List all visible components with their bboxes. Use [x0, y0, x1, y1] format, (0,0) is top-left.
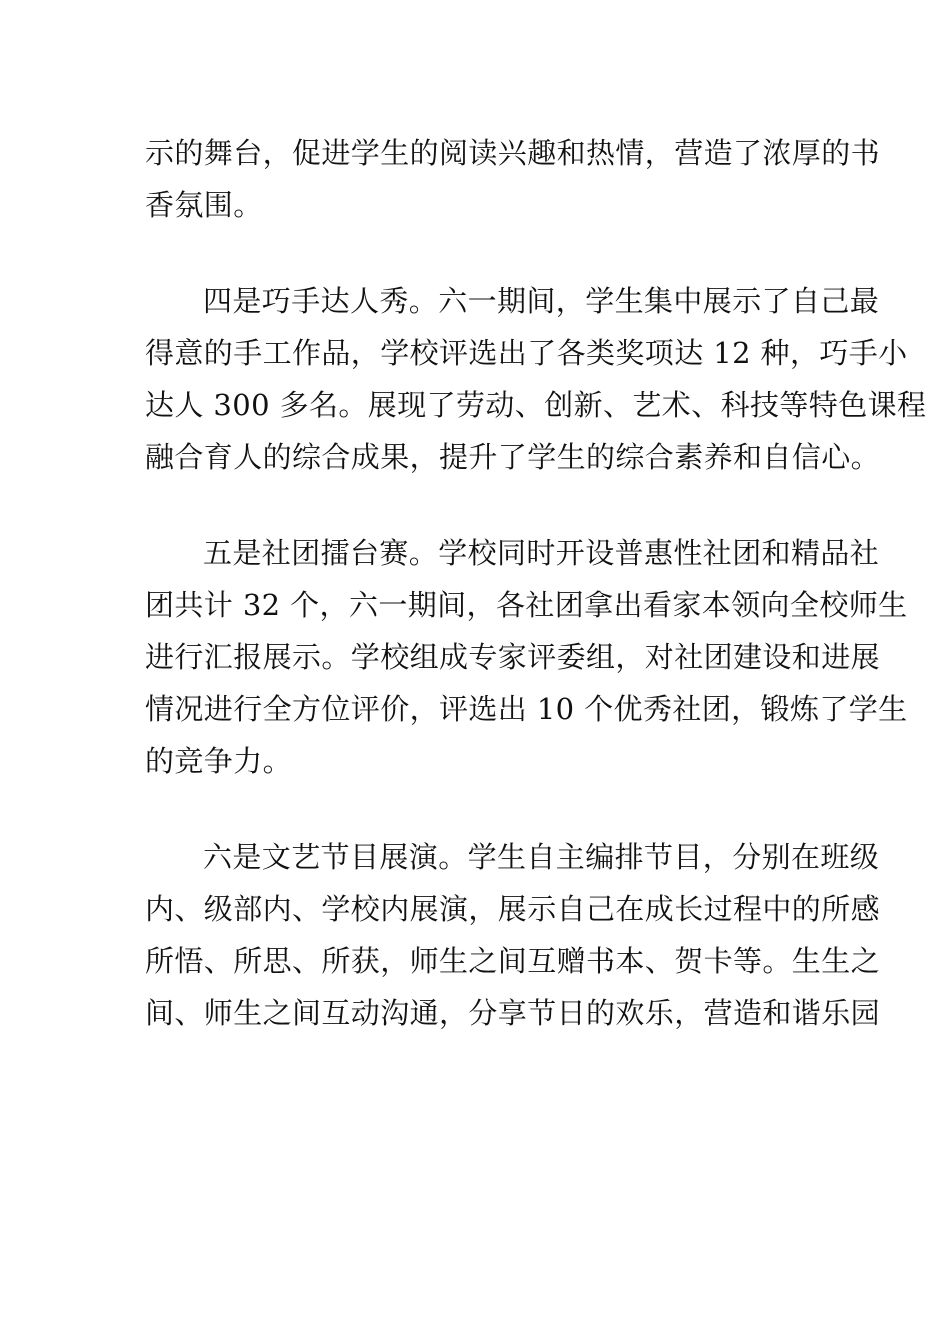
paragraph-club-contest	[145, 527, 908, 787]
text-line: 所悟、所思、所获，师生之间互赠书本、贺卡等。生生之	[145, 944, 881, 978]
text-line: 得意的手工作品，学校评选出了各类奖项达 12 种，巧手小	[145, 336, 908, 370]
text-line: 四是巧手达人秀。六一期间，学生集中展示了自己最	[203, 284, 880, 318]
document-page	[145, 127, 927, 1039]
text-line: 达人 300 多名。展现了劳动、创新、艺术、科技等特色课程	[145, 388, 927, 422]
text-line: 的竞争力。	[145, 744, 293, 778]
text-line: 内、级部内、学校内展演，展示自己在成长过程中的所感	[145, 892, 881, 926]
text-line: 示的舞台，促进学生的阅读兴趣和热情，营造了浓厚的书	[145, 136, 881, 170]
text-line: 六是文艺节目展演。学生自主编排节目，分别在班级	[203, 840, 880, 874]
text-line: 香氛围。	[145, 188, 263, 222]
paragraph-reading-continued	[145, 127, 881, 231]
text-line: 五是社团擂台赛。学校同时开设普惠性社团和精品社	[203, 536, 880, 570]
paragraph-performance	[145, 831, 881, 1039]
text-line: 融合育人的综合成果，提升了学生的综合素养和自信心。	[145, 440, 881, 474]
paragraph-craft-show	[145, 275, 927, 483]
text-line: 间、师生之间互动沟通，分享节日的欢乐，营造和谐乐园	[145, 996, 881, 1030]
text-line: 进行汇报展示。学校组成专家评委组，对社团建设和进展	[145, 640, 881, 674]
text-line: 团共计 32 个，六一期间，各社团拿出看家本领向全校师生	[145, 588, 908, 622]
text-line: 情况进行全方位评价，评选出 10 个优秀社团，锻炼了学生	[145, 692, 908, 726]
